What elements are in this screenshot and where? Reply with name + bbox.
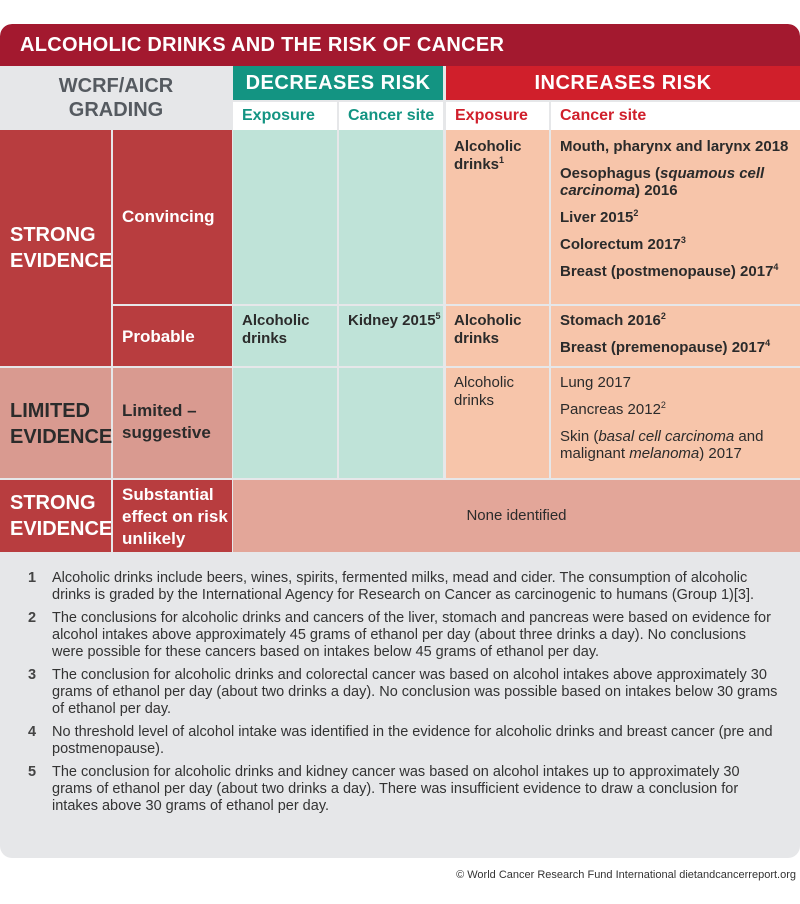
site-lung: Lung 2017 xyxy=(560,374,631,391)
probable-label: Probable xyxy=(113,306,232,366)
strong-evidence-line1: STRONG xyxy=(10,224,96,246)
footnote-4: 4 No threshold level of alcohol intake was identified in the evidence for alcoholic drinks and breast cancer (pre and postmenopause). xyxy=(28,724,773,757)
grading-header xyxy=(0,66,232,130)
site-stomach: Stomach 2016$^2$ xyxy=(560,311,666,329)
footnote-ref-5: 5 xyxy=(435,311,441,321)
site-breast-post: Breast (postmenopause) 2017$^4$ xyxy=(560,262,779,280)
kidney-site-text: Kidney 2015 xyxy=(348,312,436,329)
convincing-increases-sites xyxy=(551,130,800,304)
limited-decreases-site xyxy=(339,368,443,478)
limited-evidence-line2: EVIDENCE xyxy=(10,426,113,448)
decreases-exposure-header: Exposure xyxy=(233,102,337,130)
limited-decreases-exposure xyxy=(233,368,337,478)
footnote-5: 5 The conclusion for alcoholic drinks and kidney cancer was based on alcohol intakes up to approximately 30 grams of ethanol per day (about two drinks a day). There was insufficient evidence to draw a conclusion for intakes above 30 grams of ethanol per day. xyxy=(28,764,740,814)
limited-evidence-line1: LIMITED xyxy=(10,400,90,422)
site-mouth: Mouth, pharynx and larynx 2018 xyxy=(560,138,789,155)
convincing-label: Convincing xyxy=(113,130,232,304)
copyright-credit: © World Cancer Research Fund International dietandcancerreport.org xyxy=(456,869,796,881)
probable-increases-sites xyxy=(551,306,800,366)
convincing-decreases-site xyxy=(339,130,443,304)
footnote-3: 3 The conclusion for alcoholic drinks and colorectal cancer was based on alcohol intakes above approximately 30 grams of ethanol per day (about two drinks a day). No conclusion was possible based on intakes below 30 grams of ethanol per day. xyxy=(28,667,778,717)
limited-suggestive-label xyxy=(113,368,232,478)
site-liver: Liver 2015$^2$ xyxy=(560,208,639,226)
probable-increases-exposure: Alcoholic drinks xyxy=(446,306,549,366)
convincing-decreases-exposure xyxy=(233,130,337,304)
grading-header-line1: WCRF/AICR xyxy=(58,75,174,97)
title-banner xyxy=(0,24,800,66)
none-identified-cell: None identified xyxy=(233,480,800,552)
unlikely-strong-evidence-label xyxy=(0,480,111,552)
probable-decreases-exposure: Alcoholic drinks xyxy=(233,306,337,366)
increases-exposure-header: Exposure xyxy=(446,102,549,130)
site-oesophagus: Oesophagus (squamous cell carcinoma) 2016 xyxy=(560,165,765,199)
convincing-exposure-text: Alcoholic drinks xyxy=(454,138,522,173)
unlikely-evidence-line1: STRONG xyxy=(10,492,96,514)
limited-increases-exposure: Alcoholic drinks xyxy=(446,368,549,478)
decreases-risk-header: DECREASES RISK xyxy=(233,66,443,100)
site-breast-pre: Breast (premenopause) 2017$^4$ xyxy=(560,338,771,356)
footnote-2: 2 The conclusions for alcoholic drinks and cancers of the liver, stomach and pancreas were based on evidence for alcohol intakes above approximately 45 grams of ethanol per day (about three drinks a day). No conclusions were possible for these cancers based on intakes below 45 grams of ethanol per day. xyxy=(28,610,771,660)
unlikely-evidence-line2: EVIDENCE xyxy=(10,518,113,540)
limited-increases-sites xyxy=(551,368,800,478)
decreases-cancer-site-header: Cancer site xyxy=(339,102,443,130)
page-title: ALCOHOLIC DRINKS AND THE RISK OF CANCER xyxy=(20,34,505,56)
limited-label-line2: suggestive xyxy=(122,423,211,442)
infographic-card xyxy=(0,24,800,858)
increases-risk-header: INCREASES RISK xyxy=(446,66,800,100)
footnotes xyxy=(0,570,800,815)
site-colorectum: Colorectum 2017$^3$ xyxy=(560,235,686,253)
limited-label-line1: Limited – xyxy=(122,401,197,420)
substantial-effect-label: Substantial effect on risk unlikely xyxy=(113,480,232,552)
footnote-1: 1 Alcoholic drinks include beers, wines, spirits, fermented milks, mead and cider. The consumption of alcoholic drinks is graded by the International Agency for Research on Cancer as carcinogenic to humans (Group 1)[3]. xyxy=(28,570,755,603)
grading-header-line2: GRADING xyxy=(68,99,164,121)
site-skin: Skin (basal cell carcinoma and malignant melanoma) 2017 xyxy=(560,428,764,462)
site-pancreas: Pancreas 2012$^2$ xyxy=(560,400,666,418)
increases-cancer-site-header: Cancer site xyxy=(551,102,800,130)
convincing-increases-exposure xyxy=(446,130,549,304)
probable-decreases-site xyxy=(339,306,443,366)
limited-evidence-label xyxy=(0,368,111,478)
strong-evidence-label xyxy=(0,130,111,366)
footnote-ref-1: 1 xyxy=(499,155,505,165)
strong-evidence-line2: EVIDENCE xyxy=(10,250,113,272)
